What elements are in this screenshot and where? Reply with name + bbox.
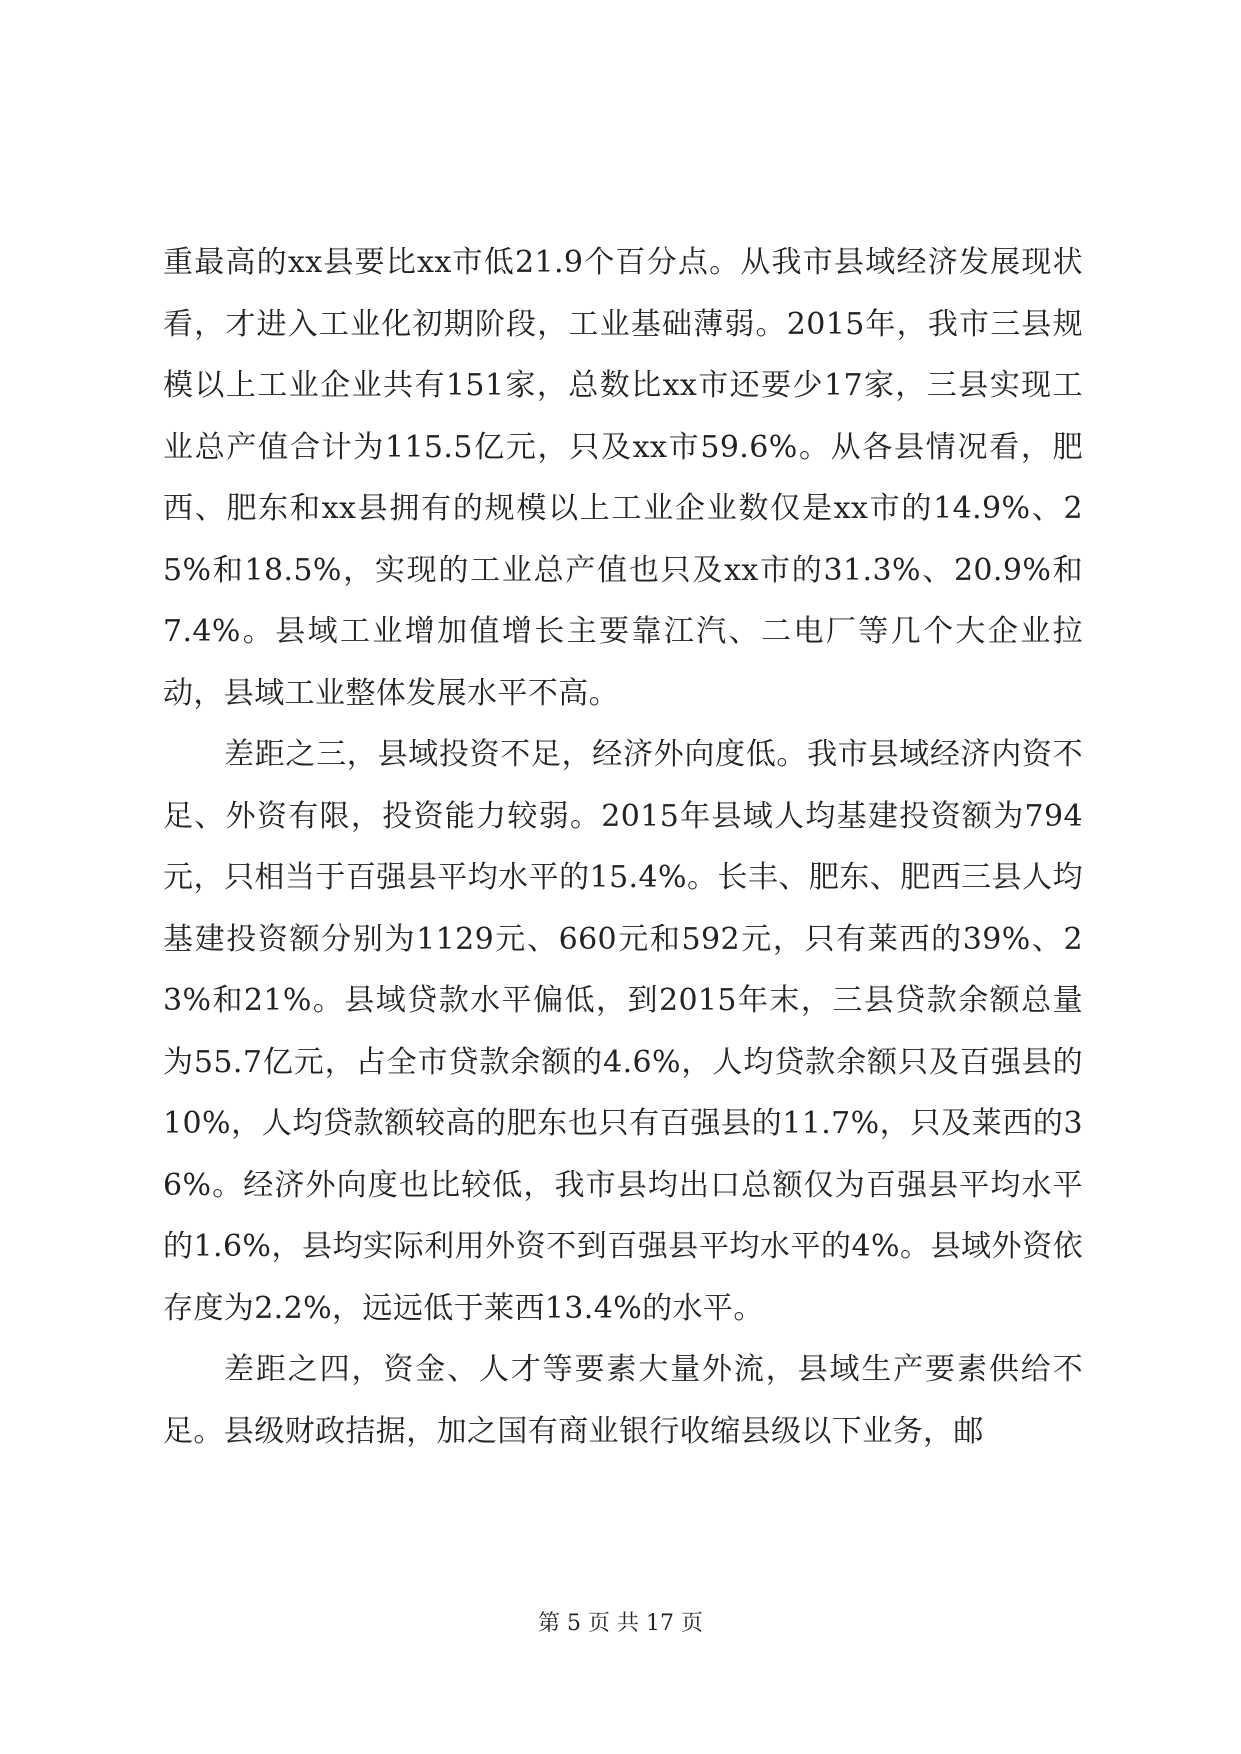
paragraph-continued: 重最高的xx县要比xx市低21.9个百分点。从我市县域经济发展现状看，才进入工业化初期阶段，工业基础薄弱。2015年，我市三县规模以上工业企业共有151家，总数比xx市还要少17家，三县实现工业总产值合计为115.5亿元，只及xx市59.6%。从各县情况看，肥西、肥东和xx县拥有的规模以上工业企业数仅是xx市的14.9%、25%和18.5%，实现的工业总产值也只及xx市的31.3%、20.9%和7.4%。县域工业增加值增长主要靠江汽、二电厂等几个大企业拉动，县域工业整体发展水平不高。 — [163, 245, 1083, 711]
document-body — [163, 232, 1083, 1462]
paragraph-gap-three: 差距之三，县域投资不足，经济外向度低。我市县域经济内资不足、外资有限，投资能力较弱。2015年县域人均基建投资额为794元，只相当于百强县平均水平的15.4%。长丰、肥东、肥西三县人均基建投资额分别为1129元、660元和592元，只有莱西的39%、23%和21%。县域贷款水平偏低，到2015年末，三县贷款余额总量为55.7亿元，占全市贷款余额的4.6%，人均贷款余额只及百强县的10%，人均贷款额较高的肥东也只有百强县的11.7%，只及莱西的36%。经济外向度也比较低，我市县均出口总额仅为百强县平均水平的1.6%，县均实际利用外资不到百强县平均水平的4%。县域外资依存度为2.2%，远远低于莱西13.4%的水平。 — [163, 737, 1083, 1326]
page-footer: 第 5 页 共 17 页 — [538, 1611, 703, 1636]
paragraph-gap-four: 差距之四，资金、人才等要素大量外流，县域生产要素供给不足。县级财政拮据，加之国有商业银行收缩县级以下业务，邮 — [163, 1352, 1083, 1449]
